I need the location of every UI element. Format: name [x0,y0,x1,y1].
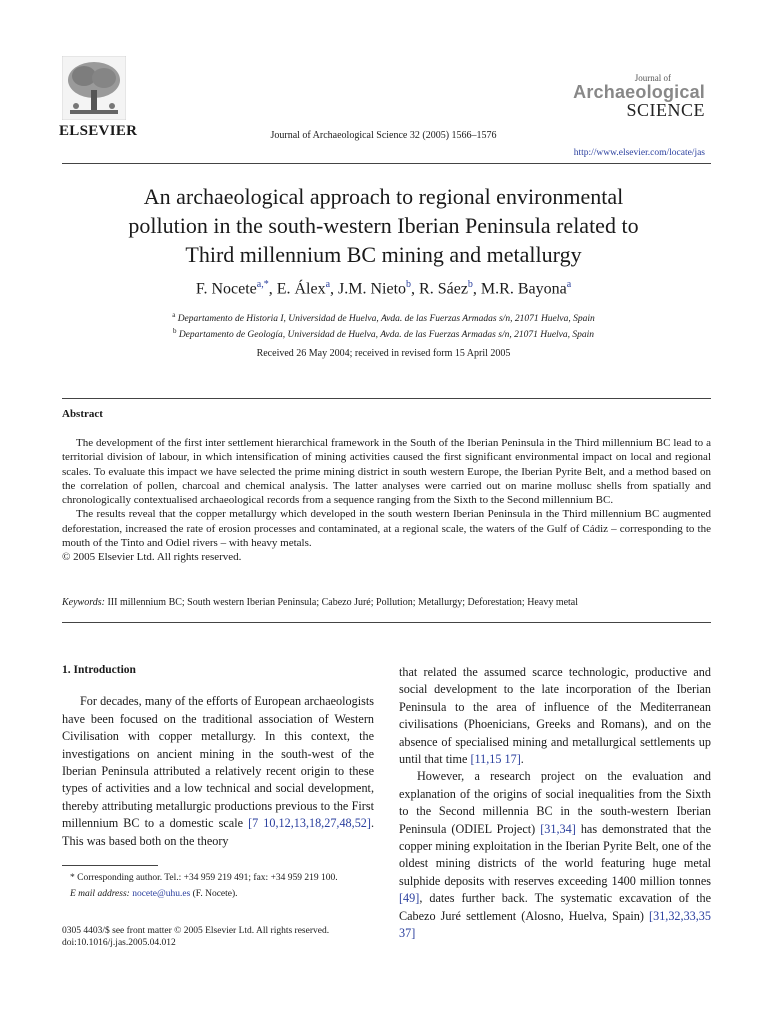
keywords-label: Keywords: [62,597,105,608]
author-separator: , [268,280,277,298]
journal-reference: Journal of Archaeological Science 32 (2005) 1566–1576 [270,130,497,141]
affiliation-a [0,309,767,325]
author-name: R. Sáez [419,280,468,298]
affiliation-mark: a [172,311,176,319]
affiliation-mark: b [172,327,177,336]
journal-logo [573,74,705,119]
email-tail: (F. Nocete). [190,889,238,899]
title-line-2: pollution in the south-western Iberian Peninsula related to [128,213,639,238]
body-text: . [520,752,524,767]
keywords [62,597,711,608]
email-label: E mail address: [70,889,133,899]
body-column-left [62,662,374,850]
publisher-name: ELSEVIER [59,123,138,139]
intro-paragraph-1-continued [399,664,711,768]
author-affiliation-mark[interactable]: b [406,279,412,290]
author-list [0,279,767,298]
author-affiliation-mark[interactable]: b [467,279,473,290]
page-footer [62,925,329,949]
author-name: F. Nocete [195,280,257,298]
author-name: J.M. Nieto [338,280,407,298]
email-link[interactable]: nocete@uhu.es [132,889,191,899]
body-text: that related the assumed scarce technologic, productive and social development to the late incorporation of the Iberian Peninsula to the area of influence of the Mediterranean civilisations (Phoenicians, Greeks and Romans), and on the absence of specialised mining and metallurgical settlements up until that time [399,665,711,767]
corresponding-author-note: * Corresponding author. Tel.: +34 959 219 491; fax: +34 959 219 100. [70,873,338,883]
body-text: , dates further back. The systematic excavation of the Cabezo Juré settlement (Alosno, Huelva, Spain) [399,891,711,923]
intro-paragraph-1 [62,693,374,850]
author-affiliation-mark[interactable]: a [566,279,572,290]
elsevier-tree-logo [62,56,126,120]
affiliations [0,309,767,341]
body-text: For decades, many of the efforts of European archaeologists have been focused on the traditional association of Western Civilisation with copper metallurgy. In this context, the investigations on ancient mining in the south-west of the Iberian Peninsula attributed a relatively recent origin to these types of activities and a low technical and social development, thereby attributing metallurgic productions previous to the First millennium BC to a domestic scale [62,694,374,831]
footnote-rule [62,865,158,866]
citation-link[interactable]: [49] [399,891,420,906]
footnote [62,872,374,900]
abstract-paragraph-1: The development of the first inter settlement hierarchical framework in the South of the Iberian Peninsula in the Third millennium BC lead to a territorial division of labour, in which intensification of mining activities caused the first significant environmental impact on local and regional scales. To evaluate this impact we have selected the prime mining district in south western Europe, the Iberian Pyrite Belt, and a method based on the correlation of pollen, charcoal and chemical analysis. The latter analyses were carried out on marine mollusc shells from spatially and chronologically contextualised archaeological records from a sequence ranging from the Sixth to the Second millennium BC. [62,437,711,507]
abstract-body [62,436,711,565]
title-line-1: An archaeological approach to regional environmental [143,184,624,209]
body-text: . This was based both on the theory [62,816,374,848]
journal-logo-line1: Journal of [634,73,671,83]
keywords-text: III millennium BC; South western Iberian Peninsula; Cabezo Juré; Pollution; Metallurgy; Deforestation; Heavy metal [104,597,579,608]
issn-line: 0305 4403/$ see front matter © 2005 Elsevier Ltd. All rights reserved. [62,926,330,936]
body-text: However, a research project on the evaluation and explanation of the origins of social inequalities from the Sixth to the Second millennia BC in the south-western Iberian Peninsula (ODIEL Project) [399,769,711,836]
author-affiliation-mark[interactable]: a [325,279,331,290]
author-name: M.R. Bayona [480,280,567,298]
body-column-right [399,664,711,943]
abstract-top-rule [62,398,711,399]
citation-link[interactable]: [7 10,12,13,18,27,48,52] [248,816,371,831]
header-rule [62,163,711,164]
email-line [62,888,374,900]
intro-paragraph-2 [399,768,711,942]
affiliation-text: Departamento de Historia I, Universidad de Huelva, Avda. de las Fuerzas Armadas s/n, 21071 Huelva, Spain [177,314,595,325]
author-affiliation-mark[interactable]: a,* [256,279,269,290]
affiliation-text: Departamento de Geología, Universidad de Huelva, Avda. de las Fuerzas Armadas s/n, 21071 Huelva, Spain [178,330,595,341]
citation-link[interactable]: [31,32,33,35 37] [399,908,711,941]
section-heading: 1. Introduction [62,664,136,676]
body-text: has demonstrated that the copper mining exploitation in the Iberian Pyrite Belt, one of the oldest mining districts of the world featuring huge metal sulphide deposits with reserves exceeding 1400 million tonnes [399,821,711,888]
author-separator: , [411,280,420,298]
article-title [60,182,707,269]
author-separator: , [330,280,339,298]
journal-url-link[interactable]: http://www.elsevier.com/locate/jas [573,148,705,158]
citation-link[interactable]: [31,34] [540,821,576,836]
author-name: E. Álex [276,280,326,298]
author-separator: , [472,280,481,298]
journal-logo-line2: Archaeological [573,82,705,102]
journal-logo-line3: SCIENCE [626,100,705,120]
received-dates: Received 26 May 2004; received in revised form 15 April 2005 [256,348,511,359]
title-line-3: Third millennium BC mining and metallurgy [185,242,582,267]
citation-link[interactable]: [11,15 17] [470,752,521,767]
doi-line[interactable]: doi:10.1016/j.jas.2005.04.012 [62,938,176,948]
abstract-bottom-rule [62,622,711,623]
abstract-copyright: © 2005 Elsevier Ltd. All rights reserved. [62,551,242,564]
affiliation-b [0,325,767,341]
abstract-paragraph-2: The results reveal that the copper metallurgy which developed in the south western Iberian Peninsula in the Third millennium BC augmented deforestation, increased the rate of erosion processes and contaminated, at a regional scale, the waters of the Gulf of Cádiz – corresponding to the mouth of the Tinto and Odiel rivers – with heavy metals. [62,508,711,550]
abstract-heading: Abstract [62,408,103,420]
